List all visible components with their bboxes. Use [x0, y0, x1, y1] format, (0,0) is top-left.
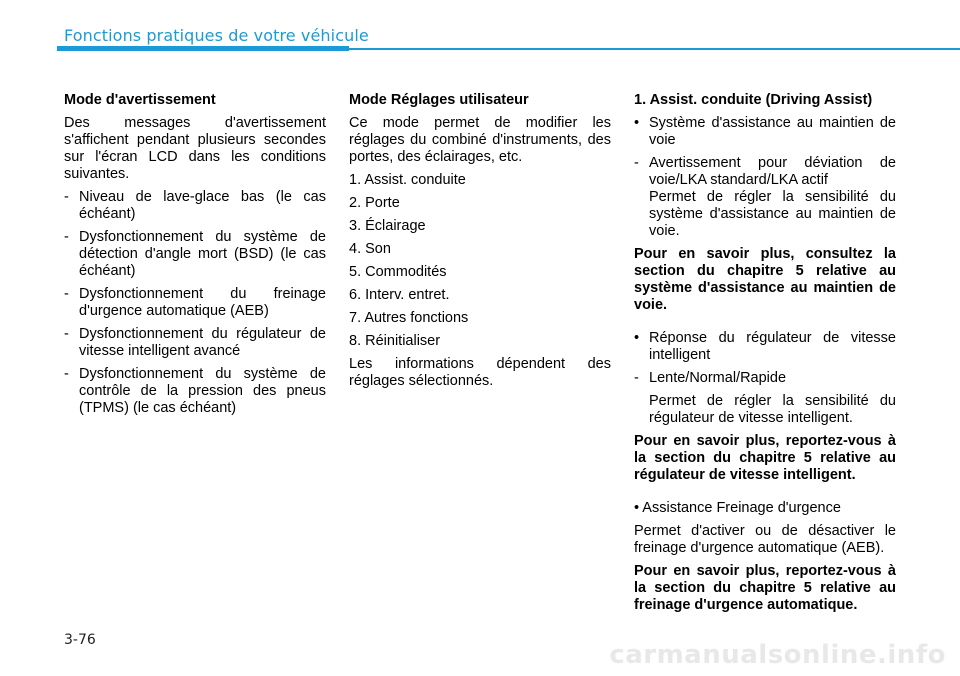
- note: Pour en savoir plus, consultez la section du chapitre 5 relative au système d'assistance au maintien de voie.: [634, 246, 896, 313]
- list-item: 7. Autres fonctions: [349, 310, 469, 326]
- column-user-settings: [349, 92, 611, 396]
- watermark: carmanualsonline.info: [609, 640, 946, 670]
- section-heading: Mode Réglages utilisateur: [349, 92, 529, 108]
- list-item: - Niveau de lave-glace bas (le cas échéant): [64, 189, 326, 222]
- section-heading: Mode d'avertissement: [64, 92, 216, 108]
- paragraph: Permet d'activer ou de désactiver le freinage d'urgence automatique (AEB).: [634, 523, 896, 556]
- list-item: - Dysfonctionnement du système de contrôle de la pression des pneus (TPMS) (le cas échéant): [64, 366, 326, 416]
- column-warning-mode: [64, 92, 326, 423]
- page-number: 3-76: [64, 632, 96, 648]
- item-description: Permet de régler la sensibilité du système d'assistance au maintien de voie.: [649, 189, 896, 239]
- list-item: 3. Éclairage: [349, 218, 426, 234]
- bullet-item: • Assistance Freinage d'urgence: [634, 500, 841, 516]
- list-item: 4. Son: [349, 241, 391, 257]
- list-item: - Dysfonctionnement du régulateur de vitesse intelligent avancé: [64, 326, 326, 359]
- paragraph: Des messages d'avertissement s'affichent pendant plusieurs secondes sur l'écran LCD dans les conditions suivantes.: [64, 115, 326, 182]
- item-description: Permet de régler la sensibilité du régulateur de vitesse intelligent.: [649, 393, 896, 426]
- dash-item: - Lente/Normal/Rapide: [634, 370, 787, 386]
- list-item: 8. Réinitialiser: [349, 333, 441, 349]
- bullet-item: • Système d'assistance au maintien de voie: [634, 115, 896, 148]
- list-item: 1. Assist. conduite: [349, 172, 466, 188]
- list-item: - Dysfonctionnement du système de détection d'angle mort (BSD) (le cas échéant): [64, 229, 326, 279]
- list-item: 5. Commodités: [349, 264, 447, 280]
- list-item: 2. Porte: [349, 195, 400, 211]
- dash-item: - Avertissement pour déviation de voie/LKA standard/LKA actif Permet de régler la sensibilité du système d'assistance au maintien de voie.: [634, 155, 896, 239]
- header-title: Fonctions pratiques de votre véhicule: [64, 26, 369, 45]
- paragraph: Ce mode permet de modifier les réglages du combiné d'instruments, des portes, des éclairages, etc.: [349, 115, 611, 165]
- header-rule-thick: [57, 46, 349, 51]
- list-item: - Dysfonctionnement du freinage d'urgence automatique (AEB): [64, 286, 326, 319]
- note: Pour en savoir plus, reportez-vous à la section du chapitre 5 relative au régulateur de vitesse intelligent.: [634, 433, 896, 483]
- column-driving-assist: [634, 92, 896, 620]
- bullet-item: • Réponse du régulateur de vitesse intelligent: [634, 330, 896, 363]
- section-heading: 1. Assist. conduite (Driving Assist): [634, 92, 873, 108]
- paragraph: Les informations dépendent des réglages sélectionnés.: [349, 356, 611, 389]
- header-rule-thin: [349, 48, 960, 50]
- note: Pour en savoir plus, reportez-vous à la section du chapitre 5 relative au freinage d'urgence automatique.: [634, 563, 896, 613]
- list-item: 6. Interv. entret.: [349, 287, 450, 303]
